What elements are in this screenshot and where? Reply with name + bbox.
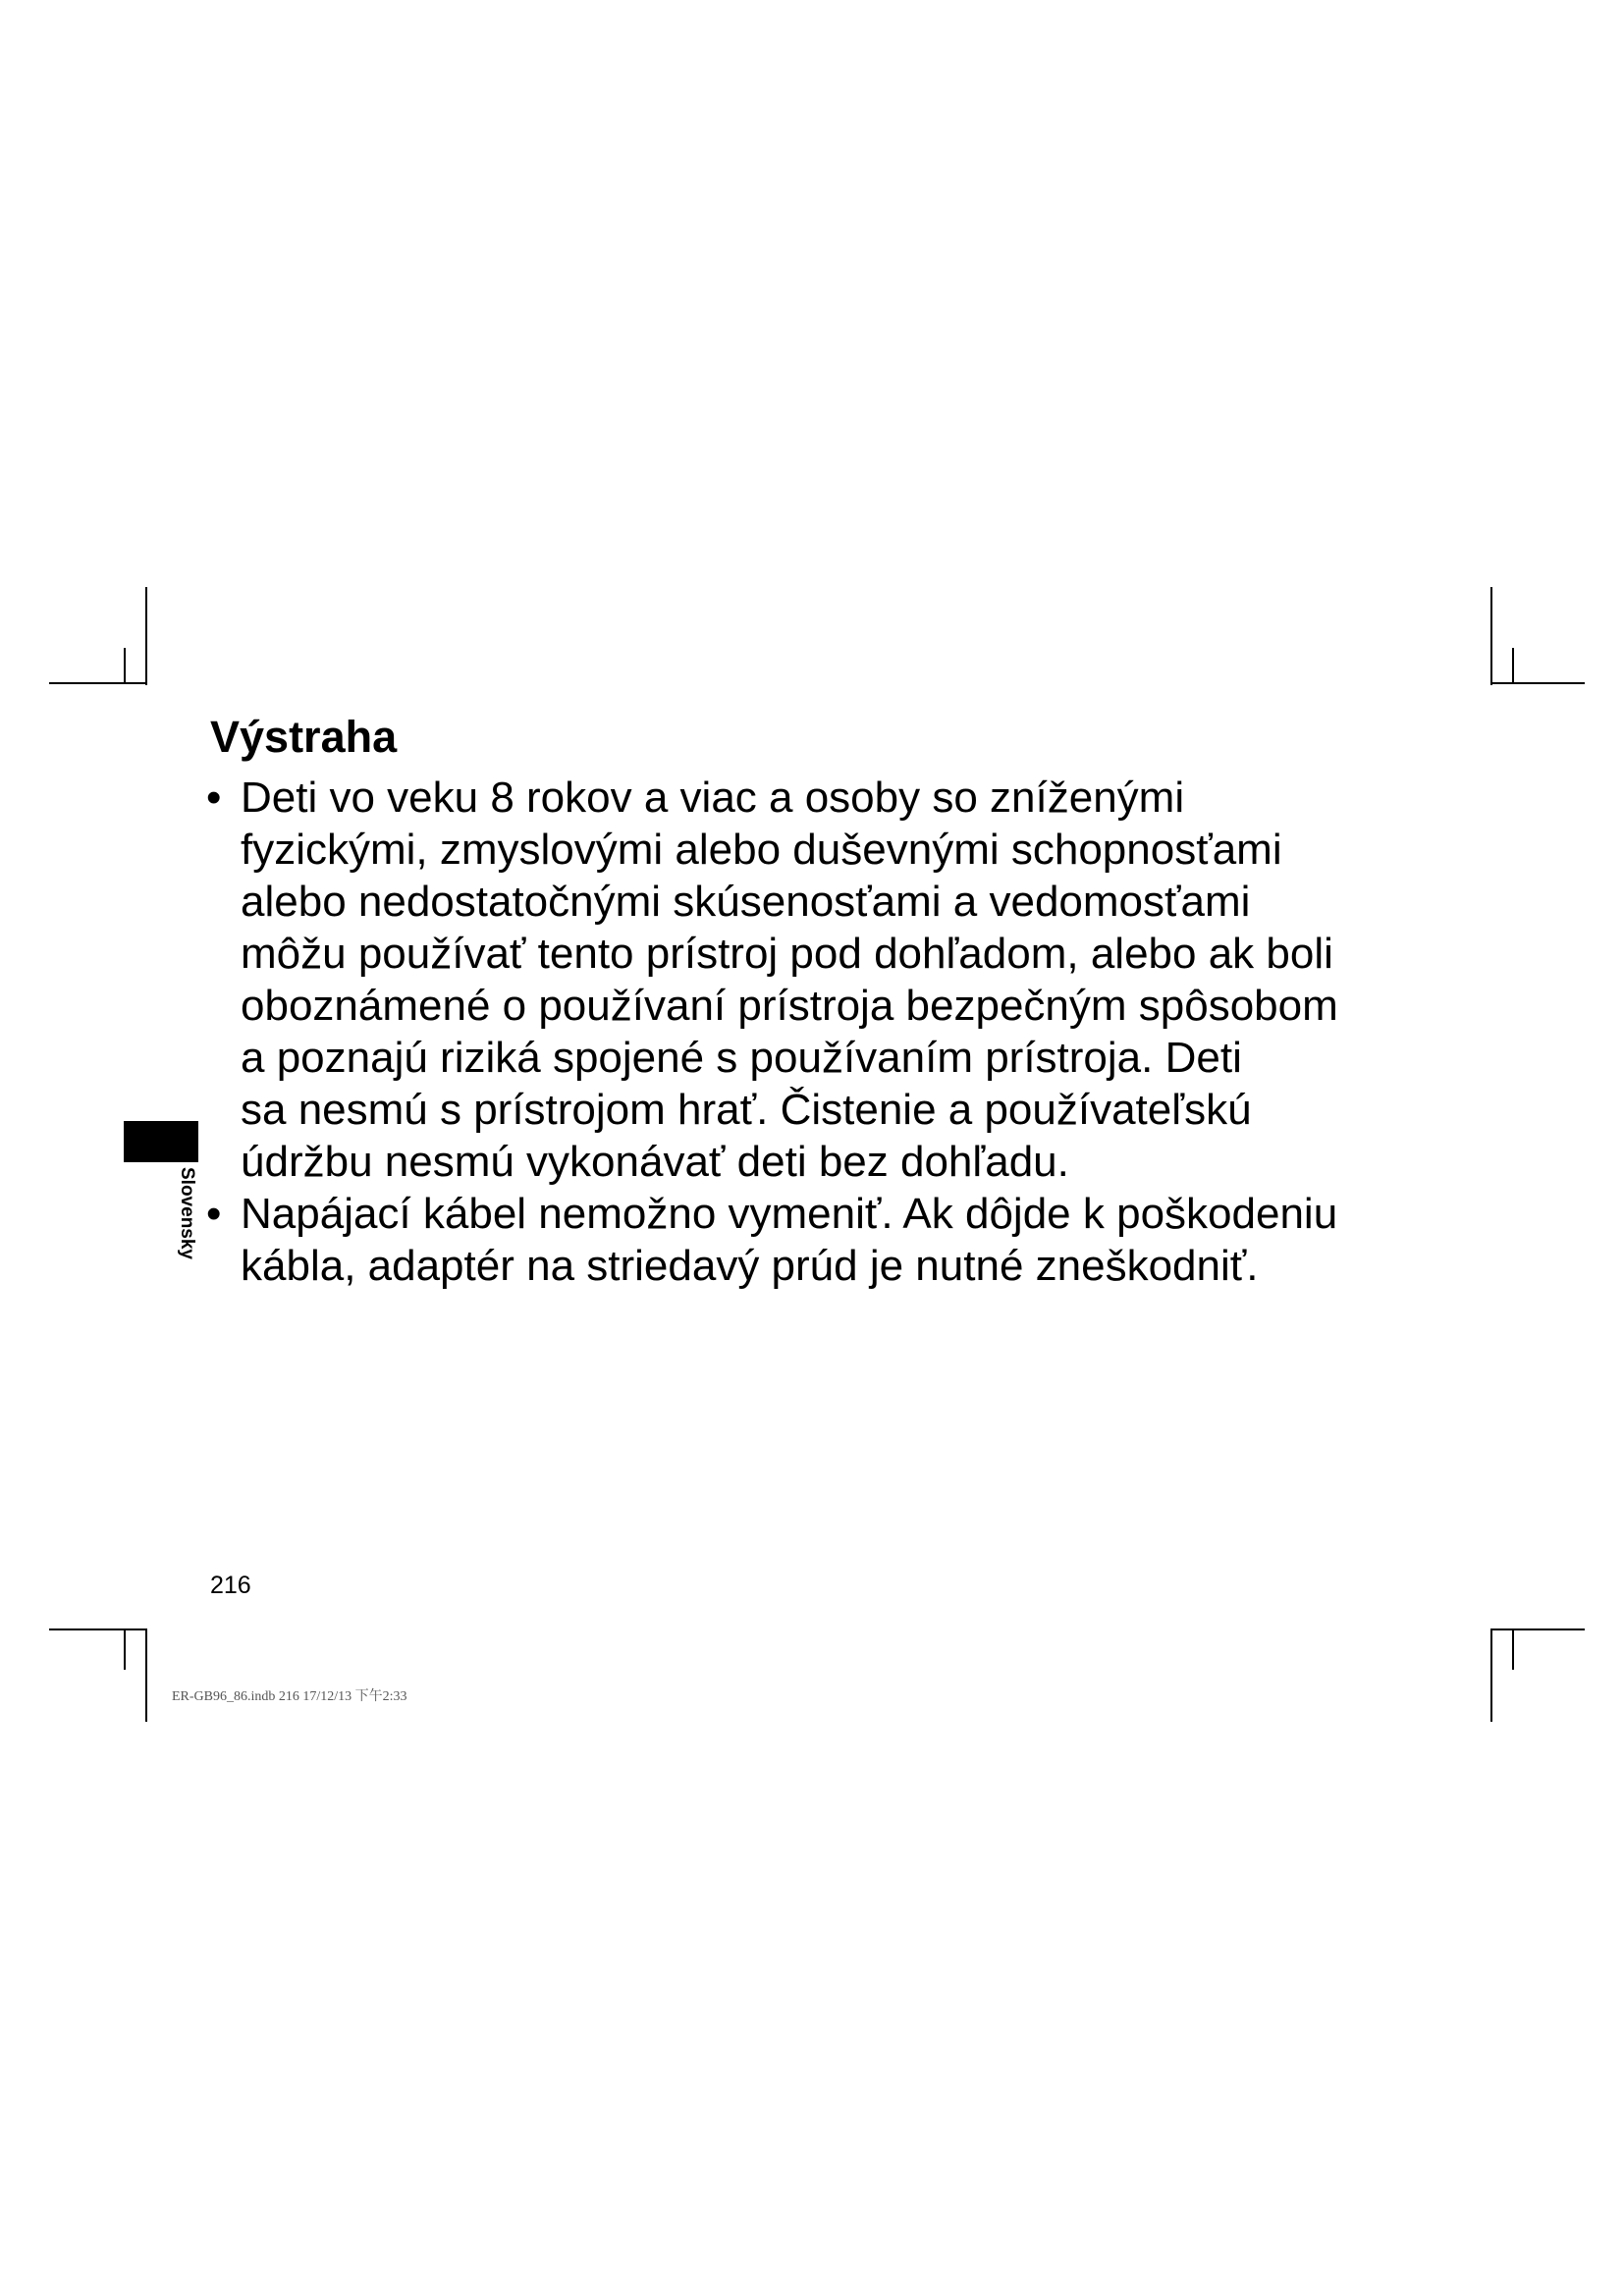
print-footer-info: ER-GB96_86.indb 216 17/12/13 下午2:33 bbox=[172, 1689, 407, 1704]
warning-item bbox=[206, 1188, 1453, 1292]
warning-line: oboznámené o používaní prístroja bezpečným spôsobom bbox=[241, 982, 1338, 1030]
language-tab-marker bbox=[124, 1121, 198, 1162]
bullet: • bbox=[206, 1190, 222, 1238]
warning-line: Napájací kábel nemožno vymeniť. Ak dôjde k poškodeniu bbox=[241, 1190, 1338, 1238]
warning-line: Deti vo veku 8 rokov a viac a osoby so zníženými bbox=[241, 774, 1185, 822]
section-heading: Výstraha bbox=[210, 712, 398, 762]
warning-line: fyzickými, zmyslovými alebo duševnými schopnosťami bbox=[241, 826, 1282, 874]
language-tab-label: Slovensky bbox=[177, 1167, 197, 1259]
warning-line: údržbu nesmú vykonávať deti bez dohľadu. bbox=[241, 1138, 1069, 1186]
warning-line: alebo nedostatočnými skúsenosťami a vedomosťami bbox=[241, 878, 1251, 926]
page-number: 216 bbox=[210, 1572, 251, 1599]
bullet: • bbox=[206, 774, 222, 822]
warning-line: a poznajú riziká spojené s používaním prístroja. Deti bbox=[241, 1034, 1242, 1082]
warning-list bbox=[206, 772, 1453, 1292]
warning-item bbox=[206, 772, 1453, 1188]
warning-line: sa nesmú s prístrojom hrať. Čistenie a používateľskú bbox=[241, 1086, 1252, 1134]
warning-line: môžu používať tento prístroj pod dohľadom, alebo ak boli bbox=[241, 930, 1333, 978]
warning-line: kábla, adaptér na striedavý prúd je nutné zneškodniť. bbox=[241, 1242, 1259, 1290]
